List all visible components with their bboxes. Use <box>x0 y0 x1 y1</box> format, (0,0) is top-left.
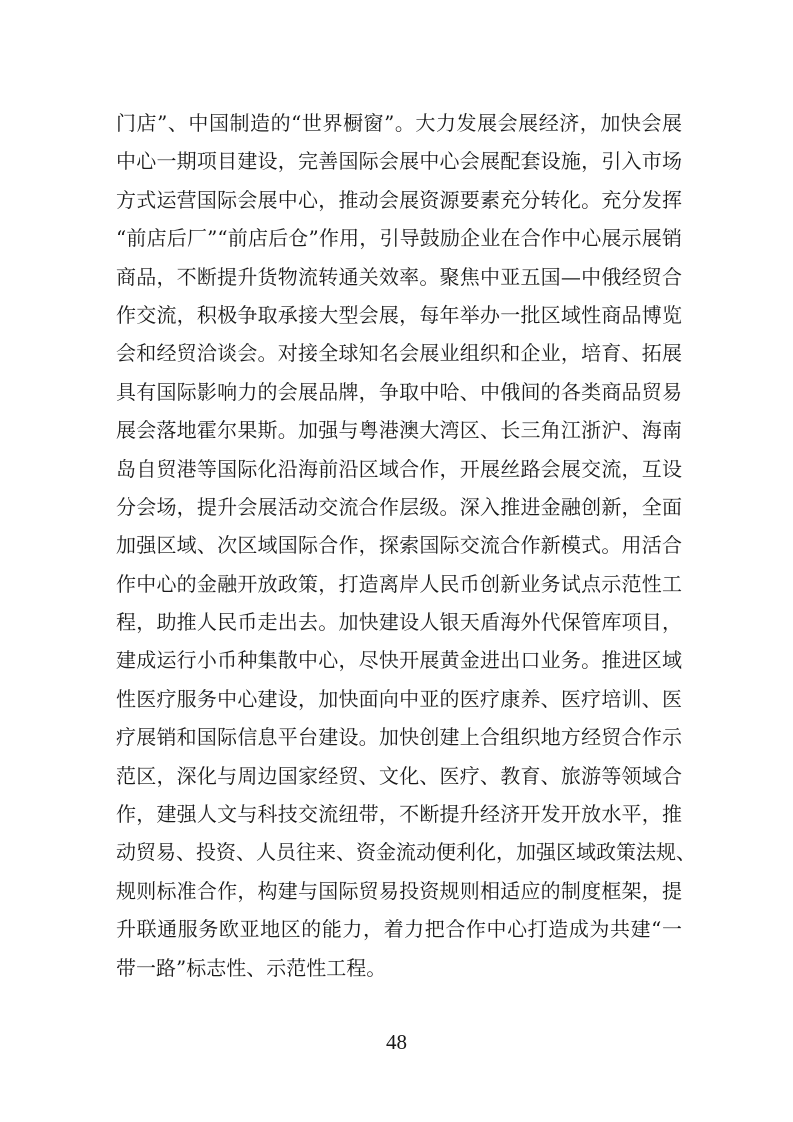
text-line: 作，建强人文与科技交流纽带，不断提升经济开发开放水平，推 <box>116 802 682 827</box>
text-line: 带一路”标志性、示范性工程。 <box>116 955 387 980</box>
text-line: 具有国际影响力的会展品牌，争取中哈、中俄间的各类商品贸易 <box>116 379 682 404</box>
text-line: 分会场，提升会展活动交流合作层级。深入推进金融创新，全面 <box>116 494 682 519</box>
text-line: 建成运行小币种集散中心，尽快开展黄金进出口业务。推进区域 <box>116 648 682 673</box>
text-line: 程，助推人民币走出去。加快建设人银天盾海外代保管库项目， <box>116 610 682 635</box>
page-number: 48 <box>386 1030 407 1054</box>
text-line: 作中心的金融开放政策，打造离岸人民币创新业务试点示范性工 <box>116 571 682 596</box>
text-line: 中心一期项目建设，完善国际会展中心会展配套设施，引入市场 <box>116 149 682 174</box>
text-line: 规则标准合作，构建与国际贸易投资规则相适应的制度框架，提 <box>116 878 682 903</box>
text-line: 岛自贸港等国际化沿海前沿区域合作，开展丝路会展交流，互设 <box>116 456 682 481</box>
text-line: 性医疗服务中心建设，加快面向中亚的医疗康养、医疗培训、医 <box>116 686 682 711</box>
text-line: 门店”、中国制造的“世界橱窗”。大力发展会展经济，加快会展 <box>116 111 682 135</box>
body-text <box>116 104 696 987</box>
text-line: “前店后厂”“前店后仓”作用，引导鼓励企业在合作中心展示展销 <box>116 226 682 251</box>
text-line: 展会落地霍尔果斯。加强与粤港澳大湾区、长三角江浙沪、海南 <box>116 418 682 443</box>
text-line: 加强区域、次区域国际合作，探索国际交流合作新模式。用活合 <box>116 533 682 558</box>
text-line: 会和经贸洽谈会。对接全球知名会展业组织和企业，培育、拓展 <box>116 341 682 366</box>
text-line: 方式运营国际会展中心，推动会展资源要素充分转化。充分发挥 <box>116 187 682 212</box>
text-line: 升联通服务欧亚地区的能力，着力把合作中心打造成为共建“一 <box>116 917 682 942</box>
text-line: 商品，不断提升货物流转通关效率。聚焦中亚五国—中俄经贸合 <box>116 264 682 289</box>
text-line: 范区，深化与周边国家经贸、文化、医疗、教育、旅游等领域合 <box>116 763 682 788</box>
text-line: 疗展销和国际信息平台建设。加快创建上合组织地方经贸合作示 <box>116 725 682 750</box>
text-line: 作交流，积极争取承接大型会展，每年举办一批区域性商品博览 <box>116 302 682 327</box>
text-line: 动贸易、投资、人员往来、资金流动便利化，加强区域政策法规、 <box>116 840 696 865</box>
